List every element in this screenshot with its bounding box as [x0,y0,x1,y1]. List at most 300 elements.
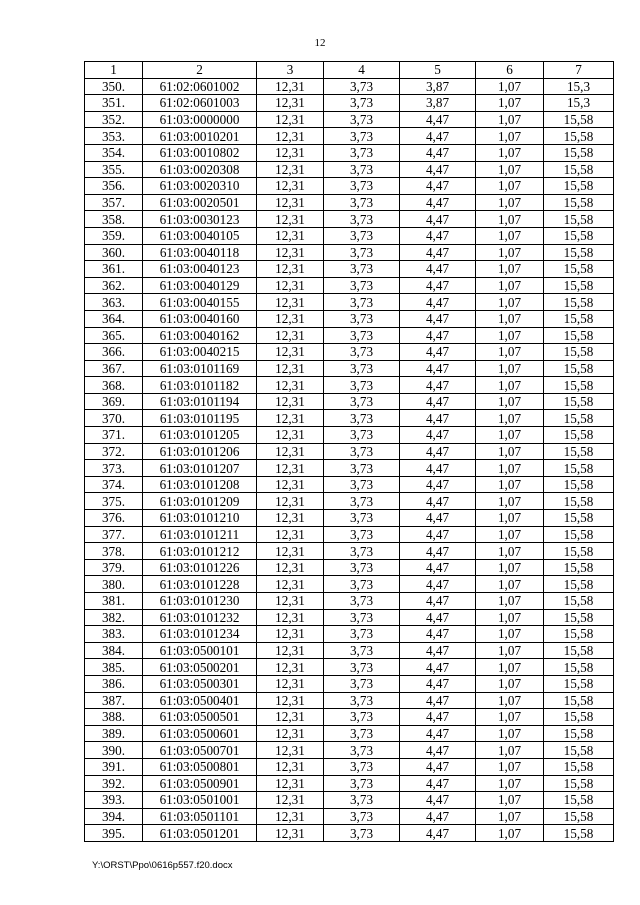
table-row [85,194,614,211]
table-cell: 3,73 [324,310,400,327]
table-cell: 3,73 [324,675,400,692]
table-row [85,775,614,792]
table-cell: 15,58 [544,244,614,261]
table-cell: 15,58 [544,476,614,493]
table-cell: 4,47 [400,144,476,161]
table-cell: 15,58 [544,261,614,278]
table-cell: 3,73 [324,659,400,676]
table-cell: 12,31 [257,277,324,294]
column-header: 1 [85,62,143,79]
table-cell: 15,58 [544,758,614,775]
table-cell: 61:03:0101209 [143,493,257,510]
table-cell: 15,58 [544,327,614,344]
table-cell: 12,31 [257,510,324,527]
table-cell: 4,47 [400,277,476,294]
table-cell: 3,73 [324,642,400,659]
table-cell: 12,31 [257,559,324,576]
table-cell: 4,47 [400,593,476,610]
table-cell: 372. [85,443,143,460]
table-cell: 1,07 [476,410,544,427]
table-cell: 15,3 [544,95,614,112]
table-cell: 368. [85,377,143,394]
table-row [85,642,614,659]
table-cell: 4,47 [400,377,476,394]
page-number: 12 [314,37,326,49]
table-cell: 3,73 [324,709,400,726]
table-cell: 357. [85,194,143,211]
table-row [85,493,614,510]
table-cell: 4,47 [400,576,476,593]
table-cell: 1,07 [476,709,544,726]
table-cell: 3,73 [324,526,400,543]
table-cell: 3,73 [324,609,400,626]
table-cell: 3,73 [324,178,400,195]
table-cell: 15,58 [544,360,614,377]
table-cell: 373. [85,460,143,477]
table-cell: 4,47 [400,526,476,543]
table-cell: 1,07 [476,327,544,344]
table-cell: 4,47 [400,692,476,709]
table-cell: 61:03:0101212 [143,543,257,560]
table-cell: 61:03:0101211 [143,526,257,543]
table-cell: 15,58 [544,709,614,726]
table-cell: 61:03:0500301 [143,675,257,692]
footer-file-path: Y:\ORST\Ppo\0616p557.f20.docx [92,860,233,871]
table-cell: 12,31 [257,626,324,643]
table-cell: 61:03:0040105 [143,227,257,244]
table-cell: 1,07 [476,111,544,128]
table-cell: 350. [85,78,143,95]
table-cell: 61:03:0101194 [143,393,257,410]
table-cell: 4,47 [400,476,476,493]
table-cell: 3,73 [324,493,400,510]
table-cell: 389. [85,725,143,742]
table-cell: 61:03:0030123 [143,211,257,228]
table-cell: 1,07 [476,128,544,145]
table-cell: 3,73 [324,261,400,278]
table-cell: 12,31 [257,609,324,626]
table-cell: 4,47 [400,261,476,278]
table-cell: 15,58 [544,593,614,610]
table-cell: 15,58 [544,144,614,161]
table-cell: 15,58 [544,576,614,593]
table-row [85,659,614,676]
table-cell: 15,58 [544,410,614,427]
table-cell: 61:03:0040123 [143,261,257,278]
table-cell: 3,73 [324,95,400,112]
table-cell: 1,07 [476,194,544,211]
table-cell: 61:03:0020310 [143,178,257,195]
table-cell: 15,58 [544,111,614,128]
table-cell: 4,47 [400,128,476,145]
table-cell: 3,73 [324,277,400,294]
table-cell: 376. [85,510,143,527]
table-row [85,277,614,294]
table-cell: 12,31 [257,543,324,560]
table-cell: 1,07 [476,95,544,112]
table-cell: 3,73 [324,244,400,261]
table-cell: 12,31 [257,576,324,593]
table-cell: 3,73 [324,692,400,709]
table-cell: 4,47 [400,460,476,477]
table-cell: 3,73 [324,808,400,825]
table-cell: 61:03:0101232 [143,609,257,626]
table-cell: 3,73 [324,161,400,178]
table-cell: 3,73 [324,427,400,444]
table-cell: 12,31 [257,211,324,228]
table-cell: 61:03:0500701 [143,742,257,759]
table-cell: 12,31 [257,742,324,759]
table-cell: 1,07 [476,659,544,676]
table-cell: 1,07 [476,775,544,792]
table-cell: 3,73 [324,543,400,560]
table-row [85,227,614,244]
table-cell: 4,47 [400,211,476,228]
table-cell: 1,07 [476,493,544,510]
table-cell: 15,58 [544,460,614,477]
table-cell: 12,31 [257,775,324,792]
table-cell: 379. [85,559,143,576]
table-cell: 3,87 [400,78,476,95]
table-cell: 61:03:0500501 [143,709,257,726]
table-cell: 12,31 [257,128,324,145]
table-cell: 369. [85,393,143,410]
table-row [85,95,614,112]
table-cell: 12,31 [257,825,324,842]
table-cell: 381. [85,593,143,610]
table-cell: 12,31 [257,675,324,692]
table-cell: 1,07 [476,294,544,311]
table-cell: 4,47 [400,178,476,195]
table-cell: 15,58 [544,609,614,626]
table-cell: 3,73 [324,460,400,477]
table-cell: 12,31 [257,360,324,377]
table-row [85,360,614,377]
table-cell: 15,58 [544,825,614,842]
table-cell: 1,07 [476,393,544,410]
table-cell: 4,47 [400,327,476,344]
table-cell: 15,58 [544,626,614,643]
table-cell: 387. [85,692,143,709]
column-header: 4 [324,62,400,79]
table-cell: 61:03:0101182 [143,377,257,394]
table-cell: 4,47 [400,161,476,178]
table-cell: 3,73 [324,227,400,244]
table-cell: 3,73 [324,128,400,145]
table-cell: 3,73 [324,758,400,775]
table-row [85,410,614,427]
table-cell: 1,07 [476,310,544,327]
table-cell: 4,47 [400,659,476,676]
table-cell: 1,07 [476,559,544,576]
table-cell: 12,31 [257,261,324,278]
table-cell: 12,31 [257,709,324,726]
table-cell: 61:03:0101234 [143,626,257,643]
table-row [85,78,614,95]
table-row [85,310,614,327]
table-cell: 3,73 [324,344,400,361]
table-cell: 4,47 [400,493,476,510]
table-cell: 61:03:0500401 [143,692,257,709]
table-row [85,460,614,477]
table-cell: 15,58 [544,194,614,211]
table-cell: 386. [85,675,143,692]
table-cell: 61:03:0101210 [143,510,257,527]
table-cell: 391. [85,758,143,775]
table-cell: 3,73 [324,78,400,95]
table-cell: 1,07 [476,377,544,394]
table-cell: 15,58 [544,675,614,692]
table-cell: 1,07 [476,758,544,775]
table-cell: 3,73 [324,510,400,527]
table-cell: 4,47 [400,825,476,842]
table-cell: 15,58 [544,775,614,792]
table-cell: 61:03:0020308 [143,161,257,178]
table-row [85,427,614,444]
table-cell: 3,73 [324,775,400,792]
table-cell: 15,58 [544,161,614,178]
table-cell: 1,07 [476,211,544,228]
table-cell: 1,07 [476,161,544,178]
table-cell: 15,58 [544,526,614,543]
table-cell: 61:03:0010201 [143,128,257,145]
table-cell: 366. [85,344,143,361]
table-cell: 61:03:0010802 [143,144,257,161]
table-cell: 388. [85,709,143,726]
table-cell: 3,73 [324,360,400,377]
table-cell: 4,47 [400,675,476,692]
column-header: 2 [143,62,257,79]
table-cell: 382. [85,609,143,626]
table-cell: 12,31 [257,593,324,610]
table-row [85,675,614,692]
column-header: 7 [544,62,614,79]
table-cell: 3,73 [324,559,400,576]
table-cell: 15,58 [544,227,614,244]
table-row [85,526,614,543]
table-cell: 61:03:0101228 [143,576,257,593]
table-cell: 61:03:0500101 [143,642,257,659]
table-cell: 61:03:0501201 [143,825,257,842]
table-cell: 355. [85,161,143,178]
table-cell: 1,07 [476,360,544,377]
table-cell: 12,31 [257,476,324,493]
table-cell: 1,07 [476,78,544,95]
table-row [85,178,614,195]
table-cell: 390. [85,742,143,759]
table-cell: 3,73 [324,211,400,228]
table-cell: 365. [85,327,143,344]
table-cell: 4,47 [400,111,476,128]
table-cell: 4,47 [400,360,476,377]
table-cell: 12,31 [257,194,324,211]
table-row [85,377,614,394]
table-cell: 15,58 [544,344,614,361]
table-cell: 1,07 [476,443,544,460]
table-cell: 1,07 [476,792,544,809]
table-cell: 3,73 [324,725,400,742]
table-cell: 12,31 [257,377,324,394]
table-cell: 15,58 [544,659,614,676]
table-cell: 12,31 [257,410,324,427]
table-cell: 3,73 [324,792,400,809]
table-cell: 15,58 [544,310,614,327]
table-cell: 1,07 [476,825,544,842]
table-row [85,111,614,128]
table-cell: 1,07 [476,808,544,825]
table-cell: 15,58 [544,725,614,742]
table-row [85,808,614,825]
table-cell: 15,58 [544,211,614,228]
table-cell: 15,58 [544,377,614,394]
table-cell: 12,31 [257,144,324,161]
table-row [85,576,614,593]
table-cell: 1,07 [476,277,544,294]
table-row [85,476,614,493]
table-cell: 15,58 [544,277,614,294]
table-cell: 61:02:0601002 [143,78,257,95]
table-cell: 356. [85,178,143,195]
table-cell: 61:03:0101206 [143,443,257,460]
table-cell: 1,07 [476,261,544,278]
table-cell: 15,58 [544,543,614,560]
table-cell: 61:03:0101169 [143,360,257,377]
table-cell: 61:03:0000000 [143,111,257,128]
table-cell: 61:03:0500801 [143,758,257,775]
table-cell: 4,47 [400,194,476,211]
table-row [85,593,614,610]
table-row [85,758,614,775]
table-cell: 353. [85,128,143,145]
table-cell: 1,07 [476,576,544,593]
table-cell: 12,31 [257,95,324,112]
table-cell: 12,31 [257,758,324,775]
table-cell: 1,07 [476,476,544,493]
column-header: 3 [257,62,324,79]
table-cell: 4,47 [400,543,476,560]
table-cell: 364. [85,310,143,327]
table-cell: 61:03:0040160 [143,310,257,327]
table-cell: 12,31 [257,460,324,477]
table-row [85,742,614,759]
table-cell: 4,47 [400,227,476,244]
table-cell: 4,47 [400,244,476,261]
table-cell: 12,31 [257,178,324,195]
table-cell: 352. [85,111,143,128]
table-cell: 4,47 [400,742,476,759]
table-cell: 61:03:0101205 [143,427,257,444]
table-cell: 367. [85,360,143,377]
table-row [85,792,614,809]
table-cell: 1,07 [476,609,544,626]
table-cell: 61:03:0500601 [143,725,257,742]
table-cell: 61:03:0101230 [143,593,257,610]
table-row [85,294,614,311]
table-cell: 12,31 [257,294,324,311]
table-cell: 61:03:0501001 [143,792,257,809]
table-cell: 61:03:0040118 [143,244,257,261]
table-row [85,709,614,726]
table-cell: 1,07 [476,675,544,692]
table-cell: 3,73 [324,377,400,394]
table-cell: 12,31 [257,642,324,659]
table-cell: 12,31 [257,725,324,742]
table-cell: 360. [85,244,143,261]
table-cell: 12,31 [257,692,324,709]
table-row [85,211,614,228]
table-cell: 1,07 [476,460,544,477]
table-cell: 12,31 [257,393,324,410]
table-cell: 3,73 [324,476,400,493]
table-cell: 374. [85,476,143,493]
table-cell: 1,07 [476,742,544,759]
table-cell: 12,31 [257,427,324,444]
column-header: 6 [476,62,544,79]
table-cell: 358. [85,211,143,228]
table-cell: 61:03:0500901 [143,775,257,792]
table-cell: 61:03:0500201 [143,659,257,676]
table-cell: 61:03:0020501 [143,194,257,211]
table-cell: 1,07 [476,227,544,244]
table-cell: 15,58 [544,792,614,809]
table-cell: 61:03:0101195 [143,410,257,427]
table-row [85,543,614,560]
table-cell: 3,73 [324,593,400,610]
table-cell: 61:03:0040215 [143,344,257,361]
table-cell: 4,47 [400,626,476,643]
table-cell: 12,31 [257,310,324,327]
header-row [85,62,614,79]
table-cell: 61:03:0040129 [143,277,257,294]
table-cell: 61:03:0040155 [143,294,257,311]
table-cell: 1,07 [476,344,544,361]
table-row [85,443,614,460]
table-cell: 61:03:0101207 [143,460,257,477]
table-cell: 12,31 [257,227,324,244]
table-cell: 12,31 [257,111,324,128]
table-cell: 4,47 [400,758,476,775]
data-table [84,61,614,842]
table-cell: 1,07 [476,144,544,161]
table-cell: 4,47 [400,410,476,427]
table-row [85,128,614,145]
table-row [85,725,614,742]
table-cell: 12,31 [257,327,324,344]
table-cell: 4,47 [400,808,476,825]
table-cell: 361. [85,261,143,278]
table-cell: 3,73 [324,294,400,311]
table-row [85,327,614,344]
table-cell: 1,07 [476,178,544,195]
table-cell: 15,58 [544,642,614,659]
table-cell: 12,31 [257,78,324,95]
table-cell: 395. [85,825,143,842]
table-cell: 61:03:0040162 [143,327,257,344]
table-cell: 4,47 [400,775,476,792]
table-cell: 3,87 [400,95,476,112]
table-cell: 61:03:0101208 [143,476,257,493]
table-cell: 4,47 [400,642,476,659]
table-row [85,161,614,178]
table-cell: 4,47 [400,427,476,444]
table-row [85,244,614,261]
table-cell: 1,07 [476,725,544,742]
table-cell: 12,31 [257,659,324,676]
table-row [85,261,614,278]
table-cell: 15,58 [544,294,614,311]
table-cell: 354. [85,144,143,161]
table-cell: 1,07 [476,626,544,643]
